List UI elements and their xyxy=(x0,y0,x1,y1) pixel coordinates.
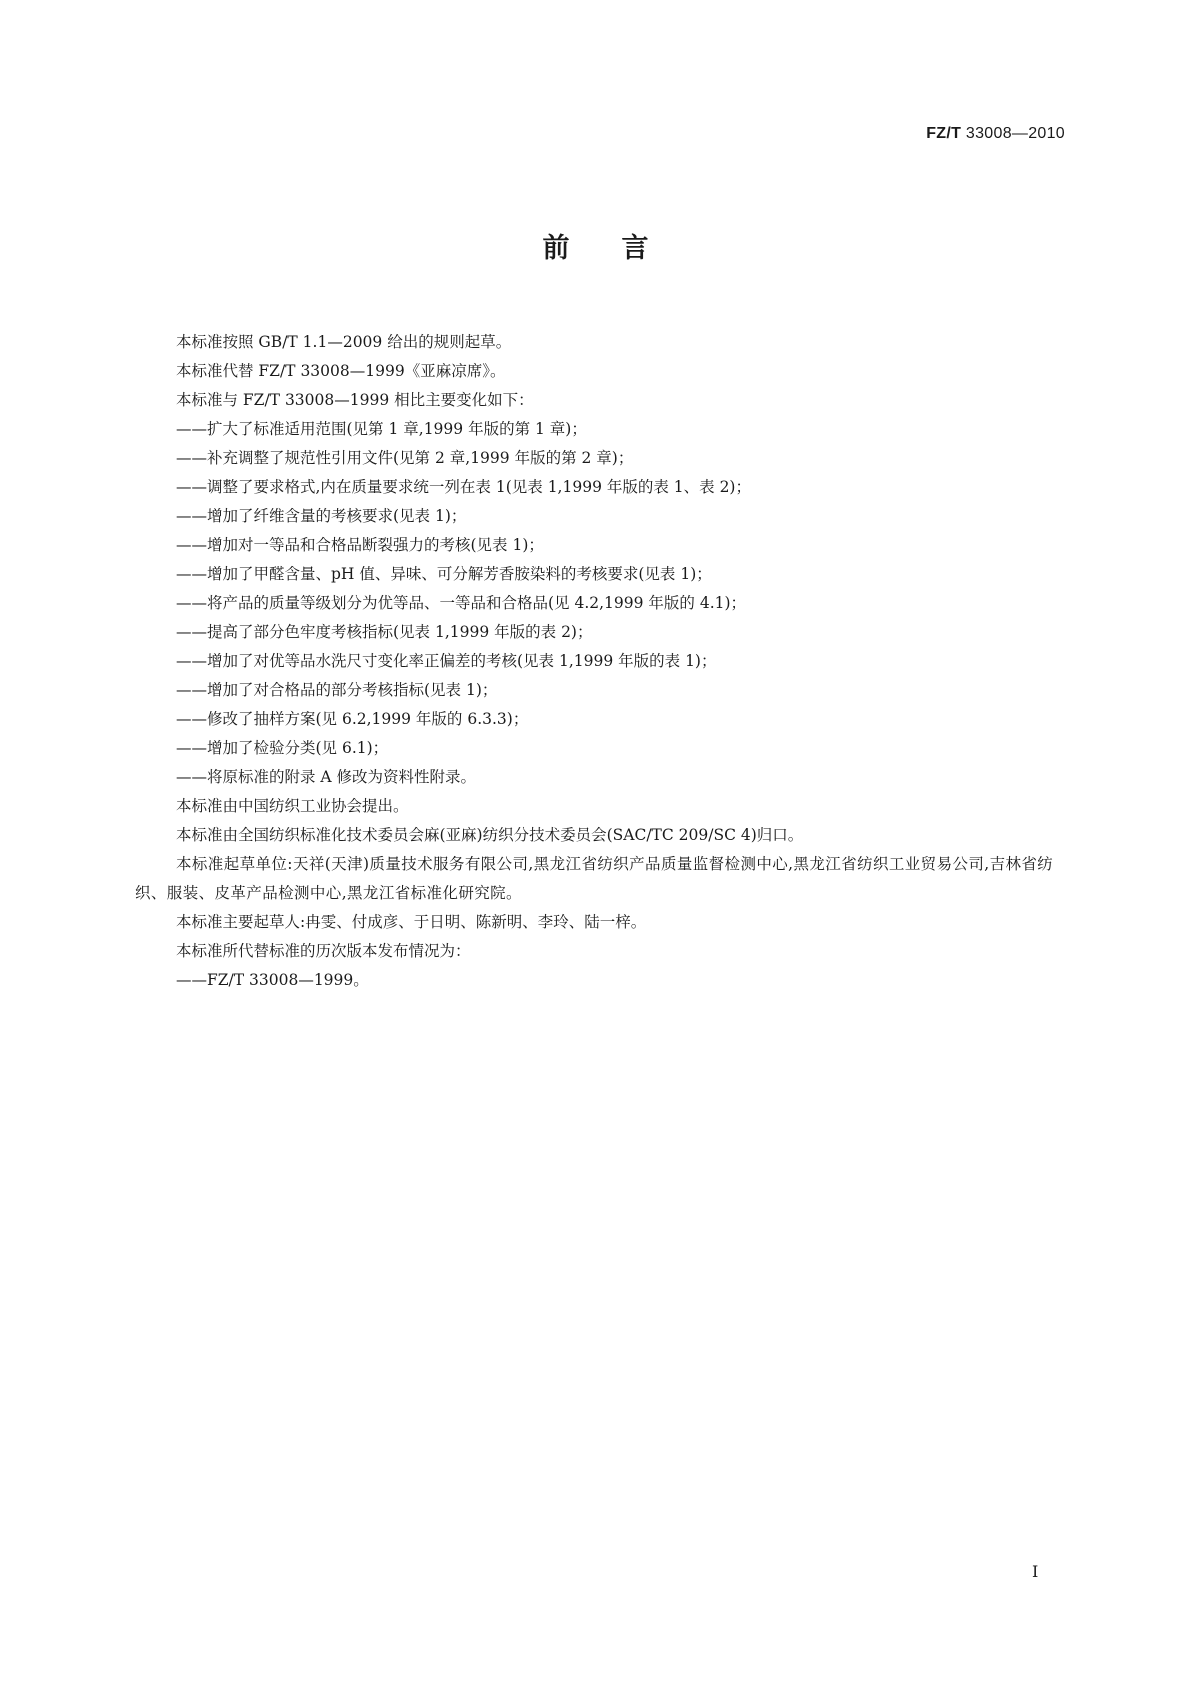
paragraph-proposed-by: 本标准由中国纺织工业协会提出。 xyxy=(176,797,409,815)
paragraph-history-intro: 本标准所代替标准的历次版本发布情况为： xyxy=(176,942,471,960)
change-item: ——增加了对优等品水洗尺寸变化率正偏差的考核(见表 1,1999 年版的表 1)； xyxy=(176,652,717,670)
document-code xyxy=(926,125,1065,143)
paragraph-drafters: 本标准主要起草人:冉雯、付成彦、于日明、陈新明、李玲、陆一梓。 xyxy=(176,913,647,931)
paragraph-administered-by: 本标准由全国纺织标准化技术委员会麻(亚麻)纺织分技术委员会(SAC/TC 209/SC 4)归口。 xyxy=(176,826,804,844)
change-item: ——补充调整了规范性引用文件(见第 2 章,1999 年版的第 2 章)； xyxy=(176,449,634,467)
paragraph-drafting-rules: 本标准按照 GB/T 1.1—2009 给出的规则起草。 xyxy=(176,333,512,351)
paragraph-changes-intro: 本标准与 FZ/T 33008—1999 相比主要变化如下： xyxy=(176,391,534,409)
change-item: ——提高了部分色牢度考核指标(见表 1,1999 年版的表 2)； xyxy=(176,623,593,641)
document-code-prefix: FZ/T xyxy=(926,125,962,142)
change-item: ——增加了对合格品的部分考核指标(见表 1)； xyxy=(176,681,498,699)
document-code-number: 33008—2010 xyxy=(965,125,1065,142)
change-item: ——增加了纤维含量的考核要求(见表 1)； xyxy=(176,507,467,525)
change-item: ——增加对一等品和合格品断裂强力的考核(见表 1)； xyxy=(176,536,544,554)
foreword-body xyxy=(135,328,1055,995)
page-number: I xyxy=(1032,1562,1039,1581)
change-item: ——将产品的质量等级划分为优等品、一等品和合格品(见 4.2,1999 年版的 4.1)； xyxy=(176,594,747,612)
change-item: ——修改了抽样方案(见 6.2,1999 年版的 6.3.3)； xyxy=(176,710,529,728)
change-item: ——增加了甲醛含量、pH 值、异味、可分解芳香胺染料的考核要求(见表 1)； xyxy=(176,565,712,583)
change-item: ——增加了检验分类(见 6.1)； xyxy=(176,739,389,757)
change-item: ——调整了要求格式,内在质量要求统一列在表 1(见表 1,1999 年版的表 1、表 2)； xyxy=(176,478,751,496)
history-item: ——FZ/T 33008—1999。 xyxy=(176,971,369,989)
page-title: 前言 xyxy=(542,233,701,264)
paragraph-drafting-units: 本标准起草单位:天祥(天津)质量技术服务有限公司,黑龙江省纺织产品质量监督检测中心,黑龙江省纺织工业贸易公司,吉林省纺织、服装、皮革产品检测中心,黑龙江省标准化研究院。 xyxy=(135,855,1054,902)
paragraph-replaces: 本标准代替 FZ/T 33008—1999《亚麻凉席》。 xyxy=(176,362,506,380)
change-item: ——扩大了标准适用范围(见第 1 章,1999 年版的第 1 章)； xyxy=(176,420,587,438)
change-item: ——将原标准的附录 A 修改为资料性附录。 xyxy=(176,768,477,786)
